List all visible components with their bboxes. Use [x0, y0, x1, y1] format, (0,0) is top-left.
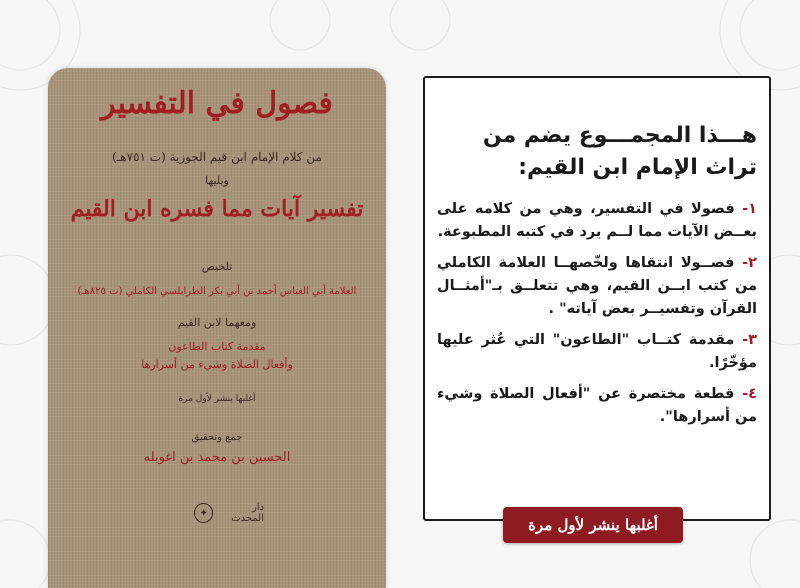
- cover-first-pub: أغلبها ينشر لأول مرة: [178, 394, 256, 404]
- item-text: فصولا في التفسير، وهي من كلامه على بعــض الآيات مما لــم يرد في كتبه المطبوعة.: [437, 201, 757, 240]
- item-text: قطعة مختصرة عن "أفعال الصلاة وشيء من أسرارها".: [437, 386, 757, 425]
- cover-summarizer: العلامة أبي العباس أحمد بن أبي بكر الطرابلسي الكاملي (ت ٨٢٥هـ): [77, 286, 357, 297]
- cover-extra-1: مقدمة كتاب الطاعون: [168, 340, 266, 353]
- first-publication-badge: أغلبها ينشر لأول مرة: [503, 507, 683, 543]
- item-number: ١-: [742, 201, 757, 217]
- item-text: مقدمة كتــاب "الطاعون" التي عُثر عليها مؤخّرًا.: [437, 332, 757, 371]
- cover-second-title: تفسير آيات مما فسره ابن القيم: [70, 196, 364, 222]
- cover-collect-label: جمع وتحقيق: [191, 432, 243, 443]
- list-item: [437, 198, 757, 244]
- cover-title: فصول في التفسير: [101, 86, 333, 121]
- book-cover: [48, 68, 386, 588]
- list-item: [437, 252, 757, 321]
- list-item: [437, 383, 757, 429]
- publisher-emblem-icon: ✦: [194, 503, 213, 523]
- cover-editor: الحسين بن محمد بن اغوبله: [143, 450, 291, 465]
- info-card: [423, 76, 771, 521]
- publisher-logo: [194, 500, 264, 526]
- cover-summary-label: تلخيص: [201, 260, 233, 273]
- cover-extra-2: وأفعال الصلاة وشيء من أسرارها: [141, 358, 293, 371]
- list-item: [437, 329, 757, 375]
- item-text: فصــولا انتقاها ولخّصهــا العلامة الكاملي من كتب ابــن القيم، وهي تتعلــق بـ"أمثــال القرآن وتفسيــر بعض آياته" .: [437, 255, 757, 317]
- item-number: ٢-: [742, 255, 757, 271]
- publisher-name: دار المحدث: [231, 502, 264, 524]
- item-number: ٣-: [742, 332, 757, 348]
- card-title: هـــذا المجمـــوع يضم من تراث الإمام ابن القيم:: [482, 123, 757, 180]
- cover-and-after: ويليها: [205, 174, 229, 187]
- cover-subtitle: من كلام الإمام ابن قيم الجوزية (ت ٧٥١هـ): [112, 150, 322, 164]
- item-number: ٤-: [742, 386, 757, 402]
- cover-with-label: ومعهما لابن القيم: [177, 316, 257, 329]
